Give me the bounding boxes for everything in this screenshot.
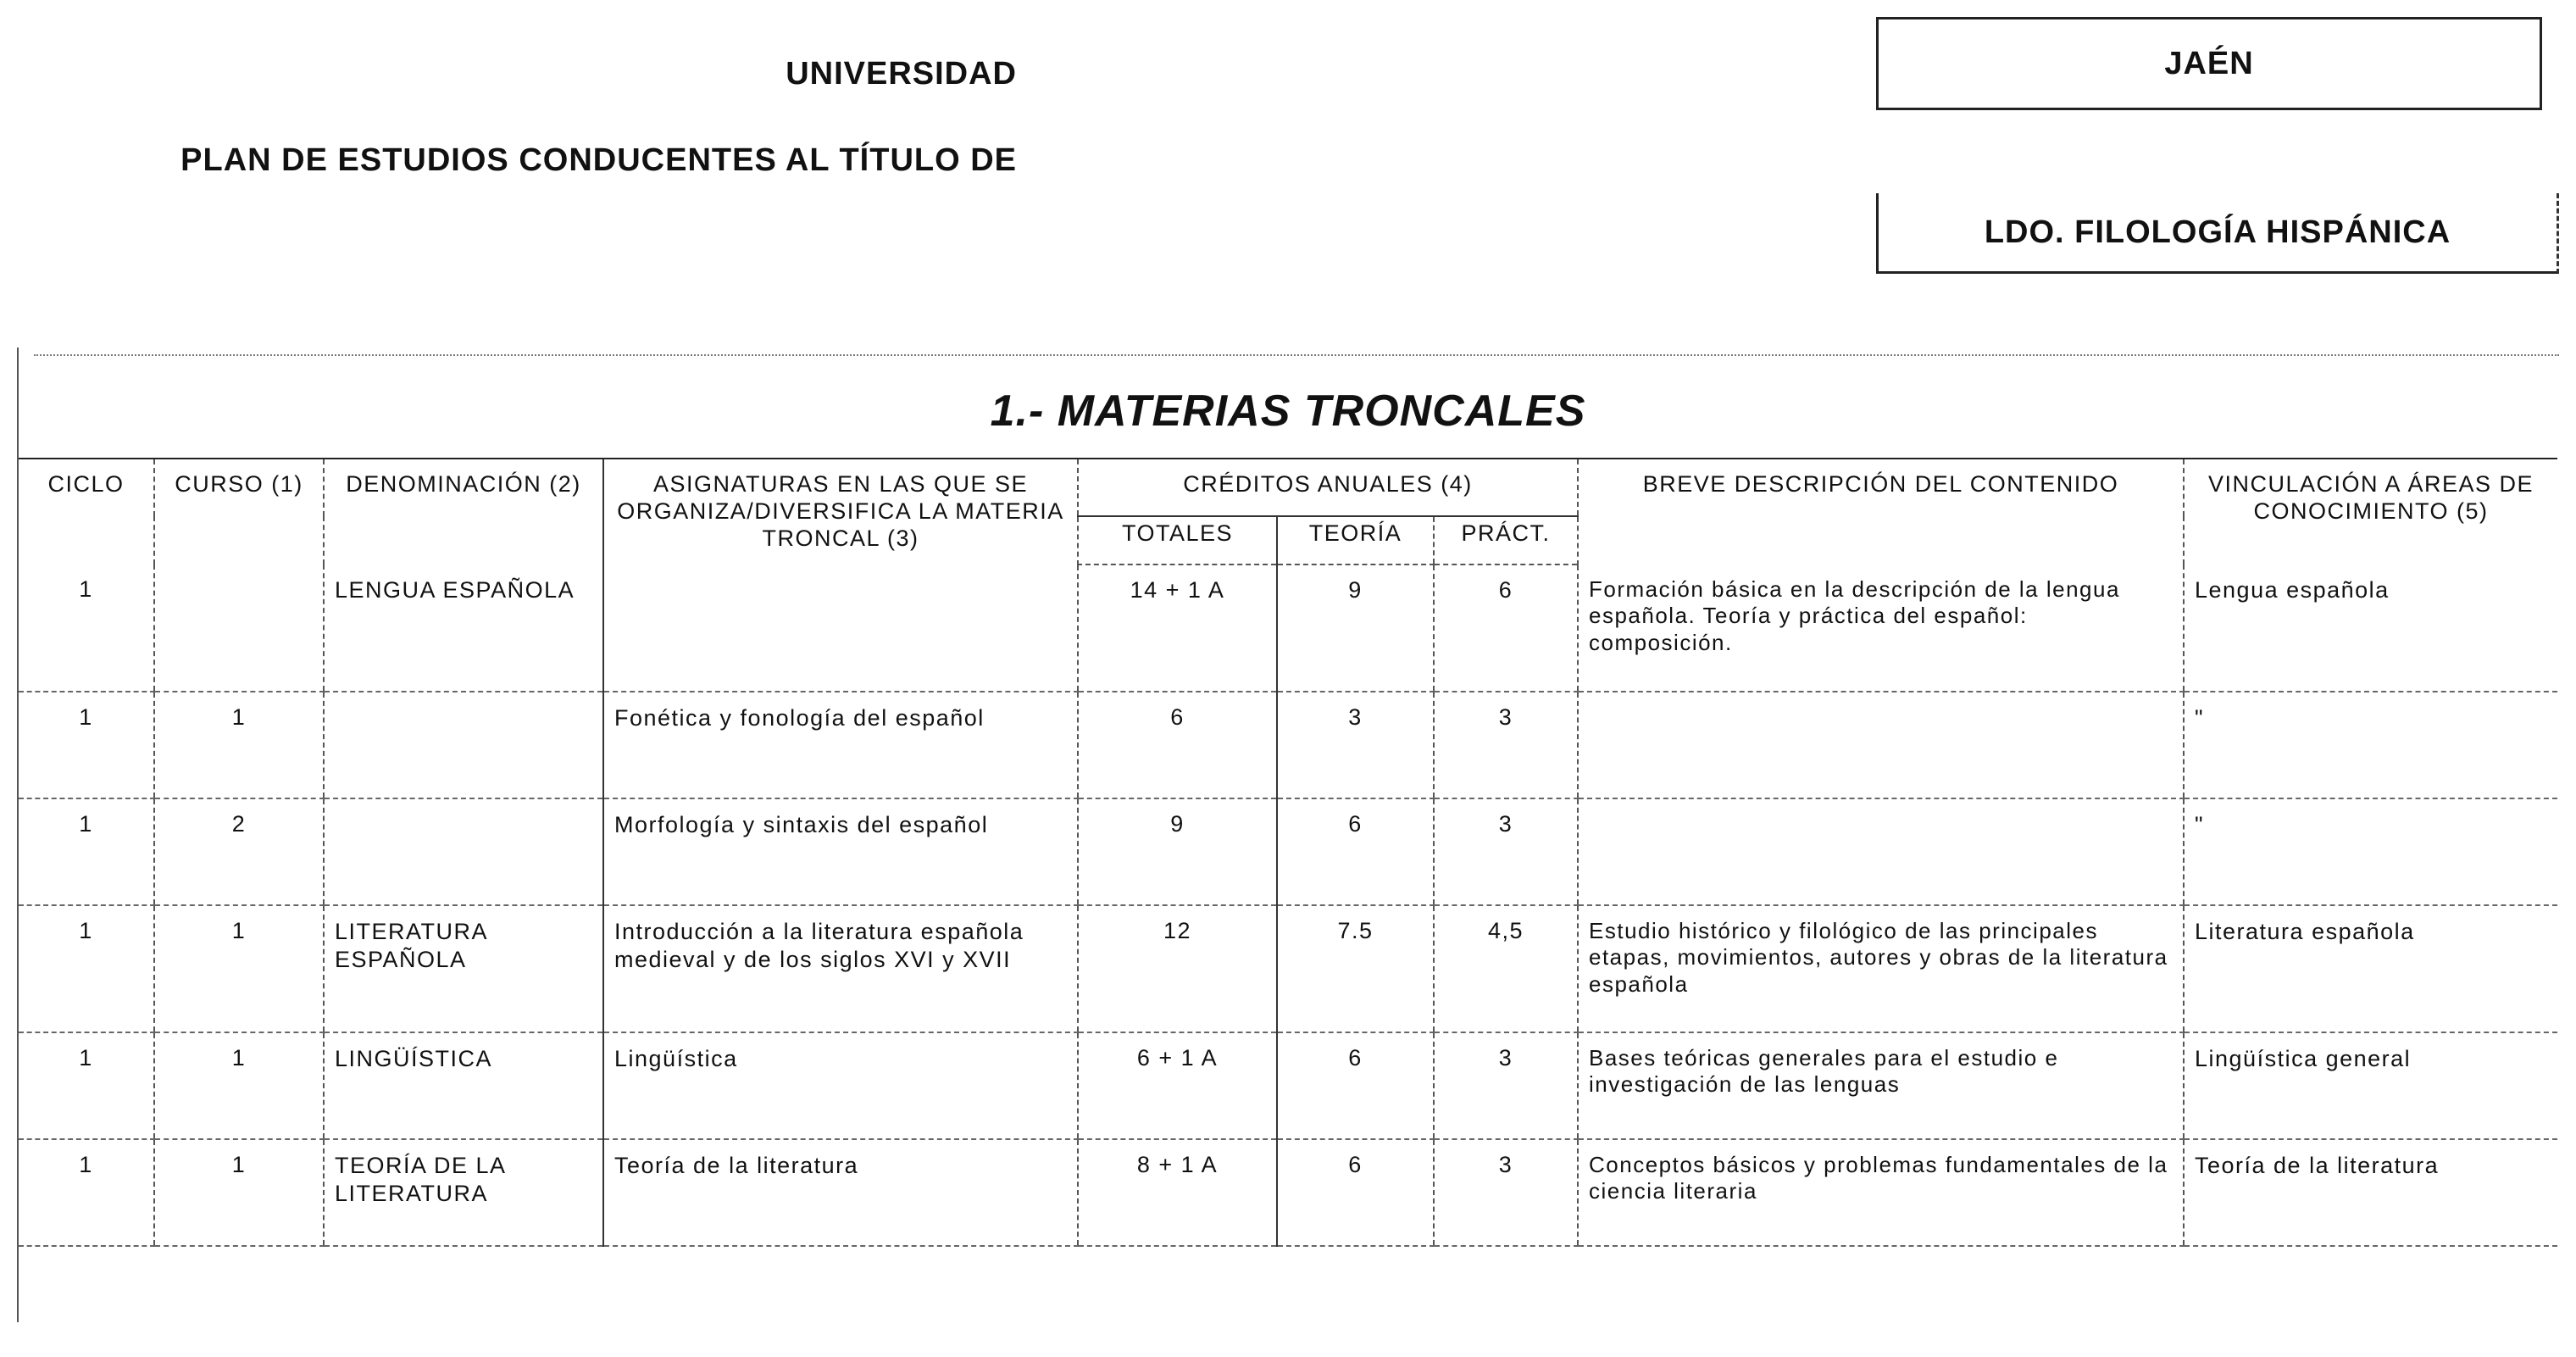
header-vinculacion: VINCULACIÓN A ÁREAS DE CONOCIMIENTO (5) — [2184, 459, 2557, 564]
materias-troncales-table — [19, 458, 2557, 1247]
plan-estudios-label: PLAN DE ESTUDIOS CONDUCENTES AL TÍTULO DE — [180, 142, 1017, 178]
cell-descripcion — [1578, 692, 2184, 798]
cell-ciclo: 1 — [19, 905, 154, 1032]
cell-materia: LITERATURA ESPAÑOLA — [324, 905, 603, 1032]
universidad-label: UNIVERSIDAD — [786, 56, 1017, 92]
cell-descripcion: Bases teóricas generales para el estudio e investigación de las lenguas — [1578, 1032, 2184, 1139]
cell-asignatura: Teoría de la literatura — [603, 1139, 1078, 1246]
cell-practicas: 3 — [1434, 692, 1578, 798]
cell-totales: 6 + 1 A — [1078, 1032, 1277, 1139]
cell-asignatura — [603, 564, 1078, 692]
cell-area: Teoría de la literatura — [2184, 1139, 2557, 1246]
cell-materia — [324, 798, 603, 905]
cell-area: Lengua española — [2184, 564, 2557, 692]
cell-totales: 12 — [1078, 905, 1277, 1032]
section-title: 1.- MATERIAS TRONCALES — [990, 387, 1586, 436]
header-totales: TOTALES — [1078, 516, 1277, 564]
table-row — [19, 1139, 2557, 1246]
cell-teoria: 6 — [1277, 798, 1434, 905]
cell-asignatura: Fonética y fonología del español — [603, 692, 1078, 798]
header-ciclo: CICLO — [19, 459, 154, 564]
cell-curso: 1 — [154, 1032, 324, 1139]
cell-practicas: 3 — [1434, 1032, 1578, 1139]
cell-teoria: 7.5 — [1277, 905, 1434, 1032]
cell-curso: 2 — [154, 798, 324, 905]
cell-totales: 9 — [1078, 798, 1277, 905]
cell-practicas: 4,5 — [1434, 905, 1578, 1032]
cell-ciclo: 1 — [19, 692, 154, 798]
cell-ciclo: 1 — [19, 1032, 154, 1139]
cell-descripcion: Formación básica en la descripción de la lengua española. Teoría y práctica del español: composición. — [1578, 564, 2184, 692]
header-teoria: TEORÍA — [1277, 516, 1434, 564]
cell-teoria: 9 — [1277, 564, 1434, 692]
table-row — [19, 905, 2557, 1032]
cell-asignatura: Introducción a la literatura española medieval y de los siglos XVI y XVII — [603, 905, 1078, 1032]
cell-ciclo: 1 — [19, 1139, 154, 1246]
table-row — [19, 564, 2557, 692]
cell-totales: 8 + 1 A — [1078, 1139, 1277, 1246]
cell-descripcion: Estudio histórico y filológico de las principales etapas, movimientos, autores y obras de la literatura española — [1578, 905, 2184, 1032]
header-denominacion: DENOMINACIÓN (2) — [324, 459, 603, 564]
cell-asignatura: Lingüística — [603, 1032, 1078, 1139]
frame-top-line — [34, 354, 2559, 356]
cell-descripcion — [1578, 798, 2184, 905]
cell-totales: 6 — [1078, 692, 1277, 798]
header-asignaturas: ASIGNATURAS EN LAS QUE SE ORGANIZA/DIVERSIFICA LA MATERIA TRONCAL (3) — [603, 459, 1078, 564]
header-descripcion: BREVE DESCRIPCIÓN DEL CONTENIDO — [1578, 459, 2184, 564]
cell-ciclo: 1 — [19, 564, 154, 692]
table-row — [19, 798, 2557, 905]
header-creditos: CRÉDITOS ANUALES (4) — [1078, 459, 1578, 516]
cell-area: " — [2184, 798, 2557, 905]
cell-materia: LINGÜÍSTICA — [324, 1032, 603, 1139]
cell-materia: LENGUA ESPAÑOLA — [324, 564, 603, 692]
cell-area: Literatura española — [2184, 905, 2557, 1032]
cell-practicas: 3 — [1434, 1139, 1578, 1246]
cell-materia — [324, 692, 603, 798]
table-row — [19, 1032, 2557, 1139]
header-practicas: PRÁCT. — [1434, 516, 1578, 564]
cell-curso: 1 — [154, 1139, 324, 1246]
table-row — [19, 692, 2557, 798]
cell-ciclo: 1 — [19, 798, 154, 905]
cell-curso — [154, 564, 324, 692]
universidad-value: JAÉN — [1876, 17, 2542, 110]
cell-asignatura: Morfología y sintaxis del español — [603, 798, 1078, 905]
cell-curso: 1 — [154, 692, 324, 798]
titulo-value: LDO. FILOLOGÍA HISPÁNICA — [1876, 193, 2559, 274]
header-curso: CURSO (1) — [154, 459, 324, 564]
cell-area: " — [2184, 692, 2557, 798]
cell-curso: 1 — [154, 905, 324, 1032]
cell-teoria: 6 — [1277, 1139, 1434, 1246]
cell-descripcion: Conceptos básicos y problemas fundamentales de la ciencia literaria — [1578, 1139, 2184, 1246]
cell-area: Lingüística general — [2184, 1032, 2557, 1139]
cell-teoria: 6 — [1277, 1032, 1434, 1139]
cell-teoria: 3 — [1277, 692, 1434, 798]
cell-materia: TEORÍA DE LA LITERATURA — [324, 1139, 603, 1246]
cell-practicas: 3 — [1434, 798, 1578, 905]
cell-practicas: 6 — [1434, 564, 1578, 692]
cell-totales: 14 + 1 A — [1078, 564, 1277, 692]
